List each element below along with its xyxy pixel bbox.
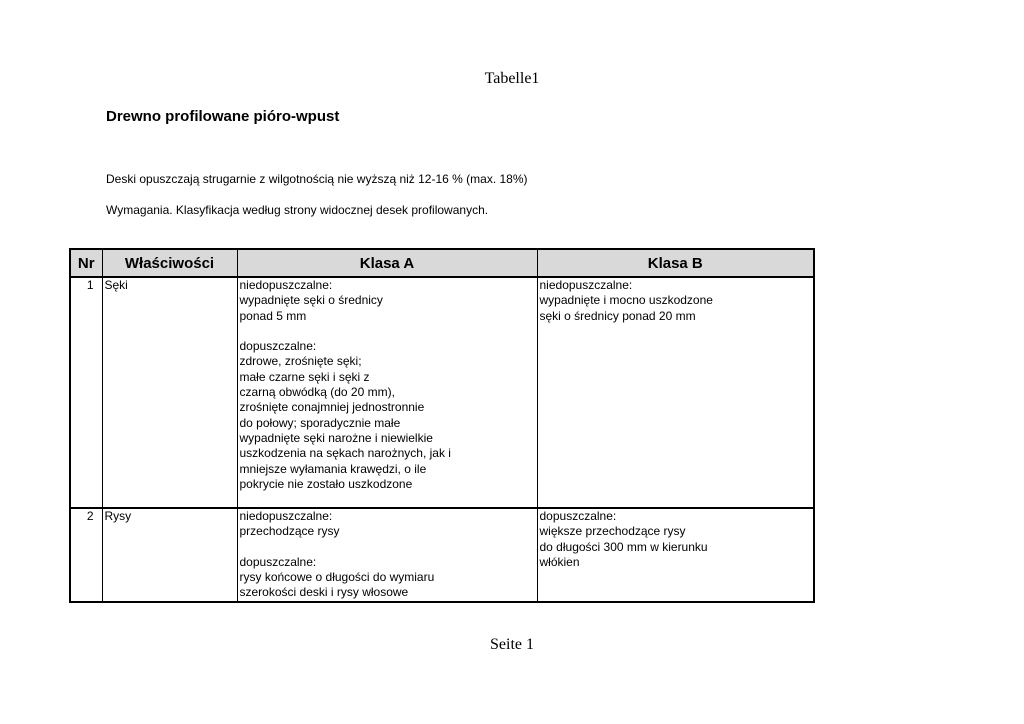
row-number: 2 (70, 508, 102, 602)
row-class-b (537, 277, 814, 508)
intro-requirements-line: Wymagania. Klasyfikacja według strony widocznej desek profilowanych. (106, 203, 489, 217)
cell-line: rysy końcowe o długości do wymiaru (239, 570, 435, 585)
cell-line: małe czarne sęki i sęki z (239, 369, 370, 384)
cell-line: dopuszczalne: (239, 554, 317, 569)
cell-line: zdrowe, zrośnięte sęki; (239, 354, 362, 369)
header-nr: Nr (70, 249, 102, 277)
row-class-a (237, 508, 537, 602)
cell-line: większe przechodzące rysy (539, 524, 686, 539)
cell-gap (240, 540, 535, 555)
document-title: Drewno profilowane pióro-wpust (106, 108, 340, 125)
cell-line: mniejsze wyłamania krawędzi, o ile (239, 461, 427, 476)
row-class-a (237, 277, 537, 508)
table-row (70, 277, 814, 508)
cell-line: niedopuszczalne: (239, 509, 333, 523)
table-row (70, 508, 814, 602)
cell-line: czarną obwódką (do 20 mm), (239, 385, 395, 400)
cell-line: pokrycie nie zostało uszkodzone (239, 476, 413, 491)
header-class-b: Klasa B (537, 249, 814, 277)
row-number: 1 (70, 277, 102, 508)
cell-line: szerokości deski i rysy włosowe (239, 585, 409, 600)
cell-line: ponad 5 mm (239, 308, 307, 323)
cell-line: wypadnięte i mocno uszkodzone (539, 293, 713, 308)
cell-line: uszkodzenia na sękach narożnych, jak i (239, 446, 451, 461)
cell-line: do długości 300 mm w kierunku (539, 539, 708, 554)
row-property: Rysy (102, 508, 237, 602)
cell-line: włókien (539, 554, 580, 569)
cell-line: niedopuszczalne: (539, 278, 633, 292)
intro-moisture-line: Deski opuszczają strugarnie z wilgotnością nie wyższą niż 12-16 % (max. 18%) (106, 172, 528, 186)
sheet-header: Tabelle1 (484, 70, 540, 87)
row-property: Sęki (102, 277, 237, 508)
cell-line: do połowy; sporadycznie małe (239, 415, 401, 430)
cell-line: niedopuszczalne: (239, 278, 333, 292)
cell-line: zrośnięte conajmniej jednostronnie (239, 400, 425, 415)
cell-line: przechodzące rysy (239, 524, 340, 539)
header-property: Właściwości (102, 249, 237, 277)
cell-gap (240, 324, 535, 339)
classification-table (69, 248, 815, 603)
page-footer: Seite 1 (490, 636, 534, 653)
cell-line: sęki o średnicy ponad 20 mm (539, 308, 696, 323)
row-class-b (537, 508, 814, 602)
cell-line: wypadnięte sęki o średnicy (239, 293, 383, 308)
header-class-a: Klasa A (237, 249, 537, 277)
cell-line: dopuszczalne: (539, 509, 617, 523)
cell-line: wypadnięte sęki narożne i niewielkie (239, 430, 433, 445)
table-header-row (70, 249, 814, 277)
cell-line: dopuszczalne: (239, 339, 317, 354)
